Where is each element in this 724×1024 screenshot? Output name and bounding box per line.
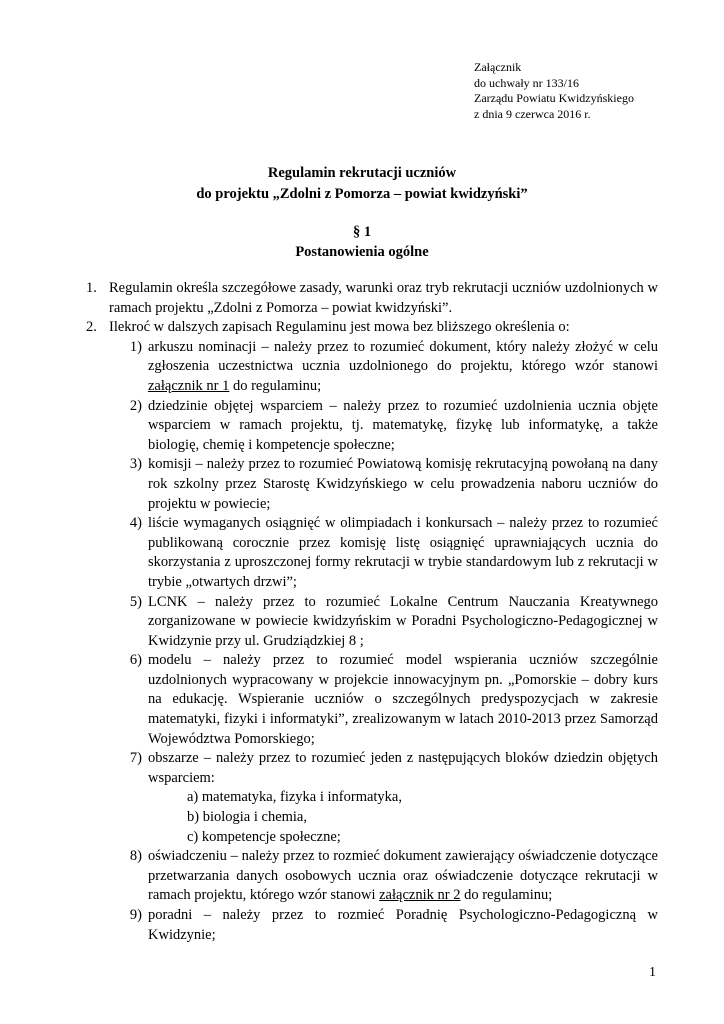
definition-text-tail: do regulaminu; [460, 887, 553, 904]
definition-text [148, 749, 658, 788]
definition-text [148, 847, 658, 906]
definition-item [86, 847, 658, 906]
definition-number: 3) [129, 456, 142, 473]
definition-text-main: poradni – należy przez to rozmieć Poradnię Psychologiczno-Pedagogiczną w Kwidzynie; [148, 907, 658, 943]
paragraph-number: 2. [86, 319, 97, 336]
definition-number: 6) [129, 652, 142, 669]
section-heading [0, 222, 724, 262]
definition-text-main: arkuszu nominacji – należy przez to rozumieć dokument, który należy złożyć w celu zgłoszenia uczestnictwa ucznia uzdolnionego do projektu, którego wzór stanowi [148, 338, 658, 375]
section-symbol: § 1 [352, 224, 372, 240]
definition-item [86, 651, 658, 749]
definition-item [86, 338, 658, 397]
definition-text [148, 397, 658, 456]
definition-text-main: LCNK – należy przez to rozumieć Lokalne Centrum Nauczania Kreatywnego zorganizowane w powiecie kwidzyńskim w Poradni Psychologiczno-Pedagogicznej w Kwidzynie przy ul. Grudziądzkiej 8 ; [148, 593, 658, 649]
attachment-line: Zarządu Powiatu Kwidzyńskiego [474, 91, 634, 105]
paragraph [86, 279, 658, 318]
definition-item [86, 397, 658, 456]
paragraph-number: 1. [86, 280, 97, 296]
definition-text [148, 455, 658, 514]
paragraph-text: Regulamin określa szczegółowe zasady, warunki oraz tryb rekrutacji uczniów uzdolnionych w ramach projektu „Zdolni z Pomorza – powiat kwidzyński”. [109, 280, 658, 316]
paragraph-text: Ilekroć w dalszych zapisach Regulaminu jest mowa bez bliższego określenia o: [109, 319, 570, 336]
definition-text [148, 593, 658, 652]
title-line: Regulamin rekrutacji uczniów [267, 165, 457, 181]
definition-number: 7) [129, 750, 142, 767]
definition-text-main: liście wymaganych osiągnięć w olimpiadach i konkursach – należy przez to rozumieć publikowaną corocznie przez komisję listę osiągnięć uprawniających ucznia do skorzystania z uproszczonej formy rekrutacji w trybie standardowym lub z rekrutacji w trybie „otwartych drzwi”; [148, 515, 658, 590]
definition-number: 1) [129, 338, 142, 355]
definition-number: 8) [129, 848, 142, 865]
attachment-line: Załącznik [474, 60, 522, 74]
attachment-reference-link[interactable]: załącznik nr 2 [379, 887, 461, 904]
definition-number: 4) [129, 515, 142, 532]
definition-text-tail: do regulaminu; [229, 377, 322, 394]
definition-text [148, 514, 658, 592]
paragraph [86, 318, 658, 338]
definition-item [86, 455, 658, 514]
definition-item [86, 593, 658, 652]
definition-item [86, 749, 658, 788]
definition-text-main: komisji – należy przez to rozumieć Powiatową komisję rekrutacyjną powołaną na dany rok szkolny przez Starostę Kwidzyńskiego w celu prowadzenia naboru uczniów do projektu w powiecie; [148, 456, 658, 512]
definition-text-main: obszarze – należy przez to rozumieć jeden z następujących bloków dziedzin objętych wsparciem: [148, 750, 658, 786]
page-number: 1 [649, 965, 656, 980]
title-line: do projektu „Zdolni z Pomorza – powiat kwidzyński” [196, 186, 528, 202]
section-title: Postanowienia ogólne [295, 244, 429, 260]
attachment-header [474, 60, 634, 122]
area-item: a) matematyka, fizyka i informatyka, [187, 789, 402, 806]
document-body [86, 279, 658, 945]
attachment-line: do uchwały nr 133/16 [474, 75, 579, 90]
area-item: b) biologia i chemia, [187, 809, 307, 826]
area-item: c) kompetencje społeczne; [187, 828, 341, 845]
definition-item [86, 906, 658, 945]
definition-text-main: dziedzinie objętej wsparciem – należy przez to rozumieć uzdolnienia ucznia objęte wsparciem w ramach projektu, tj. matematykę, fizykę lub informatykę, a także biologię, chemię i kompetencje społeczne; [148, 397, 658, 453]
definition-text [148, 906, 658, 945]
definition-text-main: modelu – należy przez to rozumieć model wspierania uczniów szczególnie uzdolnionych wypracowany w projekcie innowacyjnym pn. „Pomorskie – dobry kurs na edukację. Wspieranie uczniów o szczególnych predyspozycjach w zakresie matematyki, fizyki i informatyki”, zrealizowanym w latach 2010-2013 przez Samorząd Województwa Pomorskiego; [148, 652, 658, 747]
definition-text [148, 651, 658, 749]
definition-number: 9) [129, 907, 142, 923]
definition-number: 5) [129, 593, 142, 610]
attachment-line: z dnia 9 czerwca 2016 r. [474, 106, 591, 121]
areas-list [187, 788, 658, 847]
definition-item [86, 514, 658, 592]
definition-number: 2) [129, 397, 142, 414]
attachment-reference-link[interactable]: załącznik nr 1 [148, 377, 230, 394]
definition-text [148, 338, 658, 397]
document-title [0, 163, 724, 205]
definition-text-main: oświadczeniu – należy przez to rozmieć dokument zawierający oświadczenie dotyczące przetwarzania danych osobowych ucznia oraz oświadczenie dotyczące rekrutacji w ramach projektu, którego wzór stanowi [148, 848, 658, 904]
